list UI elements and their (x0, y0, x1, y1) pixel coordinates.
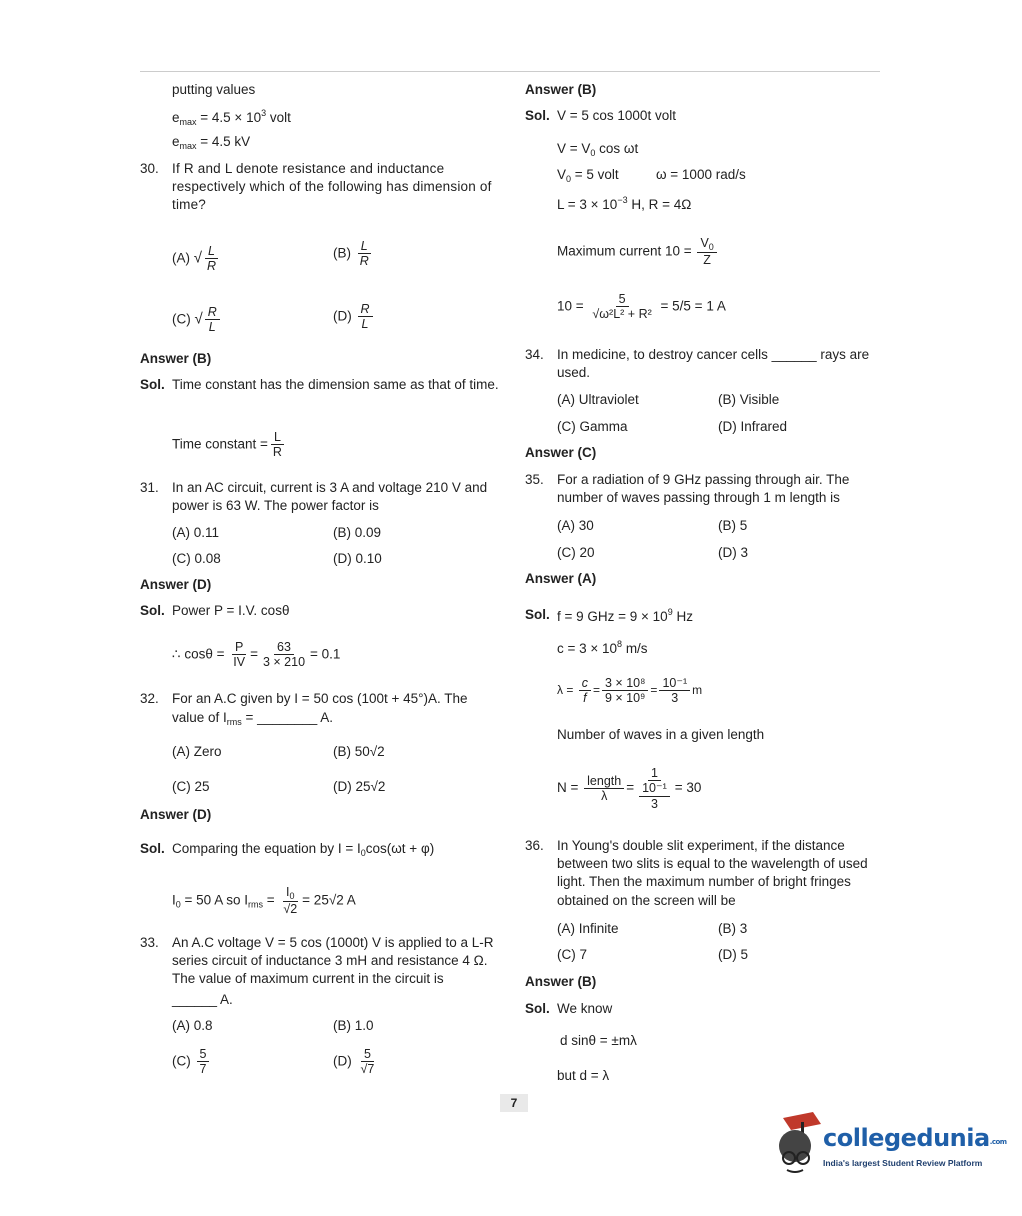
putting-values: putting values (172, 82, 256, 97)
q30-sol-text: Time constant has the dimension same as that of time. (172, 377, 499, 392)
q32-option-c: (C) 25 (172, 779, 210, 794)
q36-option-d: (D) 5 (718, 947, 748, 962)
q35-option-a: (A) 30 (557, 518, 594, 533)
q34-option-a: (A) Ultraviolet (557, 392, 639, 407)
q31-number: 31. (140, 480, 159, 495)
q35-sol-label: Sol. (525, 607, 550, 622)
q36-number: 36. (525, 838, 544, 853)
q36-option-a: (A) Infinite (557, 921, 619, 936)
q33-number: 33. (140, 935, 159, 950)
q34-option-c: (C) Gamma (557, 419, 628, 434)
v-eq: $V = V_0$ cos ωt (557, 141, 639, 158)
q31-text: In an AC circuit, current is 3 A and voltage 210 V and power is 63 W. The power factor is (172, 480, 488, 514)
current-calc-eq: 10 = $\frac{5}{\text{√ω²L² + R²}}$ = 5/5 = 1 A (557, 292, 726, 322)
omega-eq: ω = 1000 rad/s (656, 167, 746, 182)
q31-cos-eq: ∴ cosθ = $\frac{P}{IV}$ = $\frac{63}{3 \times 210}$ = 0.1 (172, 640, 341, 670)
q31-option-c: (C) 0.08 (172, 551, 221, 566)
q30-answer: Answer (B) (140, 351, 212, 366)
speed-eq: $c = 3 \times 10^8$ m/s (557, 639, 648, 656)
q36-option-c: (C) 7 (557, 947, 587, 962)
q32-text-line1: For an A.C given by I = 50 cos (100t + 45°)A. The (172, 691, 468, 706)
emax-kv: $e_{max} = 4.5$ kV (172, 134, 251, 151)
q31-answer: Answer (D) (140, 577, 212, 592)
collegedunia-logo (765, 1110, 1007, 1180)
q35-number: 35. (525, 472, 544, 487)
q33-option-a: (A) 0.8 (172, 1018, 213, 1033)
q34-option-b: (B) Visible (718, 392, 780, 407)
q33-option-d: (D) $\frac{5}{√7}$ (333, 1047, 375, 1077)
q31-sol-label: Sol. (140, 603, 165, 618)
q31-option-d: (D) 0.10 (333, 551, 382, 566)
brand-name: collegedunia.com (823, 1124, 1007, 1152)
page-number: 7 (500, 1094, 528, 1112)
but-eq: but d = λ (557, 1068, 610, 1083)
frequency-eq: f = 9 GHz = $9 \times 10^9$ Hz (557, 607, 693, 624)
q35-text: For a radiation of 9 GHz passing through air. The number of waves passing through 1 m length is (557, 472, 850, 506)
num-waves-text: Number of waves in a given length (557, 727, 765, 742)
q36-text: In Young's double slit experiment, if the distance between two slits is equal to the wavelength of used light. Then the maximum number of bright fringes obtained on the screen will be (557, 838, 868, 908)
q30-text: If R and L denote resistance and inductance respectively which of the following has dimension of time? (172, 161, 492, 213)
q33-option-c: (C) $\frac{5}{7}$ (172, 1047, 211, 1077)
q34-text: In medicine, to destroy cancer cells ______ rays are used. (557, 347, 870, 381)
q34-answer: Answer (C) (525, 445, 597, 460)
q36-option-b: (B) 3 (718, 921, 748, 936)
q30-sol-label: Sol. (140, 377, 165, 392)
q34-number: 34. (525, 347, 544, 362)
time-constant-eq: Time constant = $\frac{L}{R}$ (172, 430, 282, 460)
q33-sol-label: Sol. (525, 108, 550, 123)
q31-option-b: (B) 0.09 (333, 525, 382, 540)
brand-tagline: India's largest Student Review Platform (823, 1158, 983, 1168)
q30-option-a: (A) √ $\frac{L}{R}$ (172, 244, 217, 274)
q35-answer: Answer (A) (525, 571, 597, 586)
q33-sol-text: V = 5 cos 1000t volt (557, 108, 676, 123)
q32-option-b: (B) 50√2 (333, 744, 385, 759)
q35-option-b: (B) 5 (718, 518, 748, 533)
max-current-eq: Maximum current 10 = $\frac{V_0}{Z}$ (557, 236, 719, 268)
q31-option-a: (A) 0.11 (172, 525, 220, 540)
q30-number: 30. (140, 161, 159, 176)
q32-option-d: (D) 25√2 (333, 779, 386, 794)
q32-sol-text: Comparing the equation by $I = I_0\cos(\omega t + \varphi)$ (172, 841, 435, 858)
n-eq: N = $\frac{\text{length}}{\lambda}$ = $\frac{1}{\frac{\text{10⁻¹}}{3}}$ = 30 (557, 766, 702, 811)
q33-text: An A.C voltage V = 5 cos (1000t) V is applied to a L-R series circuit of inductance 3 mH and resistance 4 Ω. The value of maximum current in the circuit is (172, 935, 494, 987)
q31-sol-text: Power P = I.V. cosθ (172, 603, 290, 618)
l-eq: $L = 3 \times 10^{-3}$ H, R = 4Ω (557, 195, 692, 212)
q32-answer: Answer (D) (140, 807, 212, 822)
q32-number: 32. (140, 691, 159, 706)
q32-sol-label: Sol. (140, 841, 165, 856)
q32-i0-eq: $I_0 = 50$ A so $I_{rms}$ = $\frac{I_0}{√2}$ = 25√2 A (172, 885, 356, 917)
q33-answer: Answer (B) (525, 82, 597, 97)
q33-blank: ______ A. (172, 992, 233, 1007)
emax-volt: $e_{max} = 4.5 \times 10^3$ volt (172, 108, 291, 127)
q35-option-d: (D) 3 (718, 545, 748, 560)
q36-sol-label: Sol. (525, 1001, 550, 1016)
dsin-eq: d sinθ = ±mλ (560, 1033, 637, 1048)
q34-option-d: (D) Infrared (718, 419, 788, 434)
q30-option-b: (B) $\frac{L}{R}$ (333, 239, 369, 269)
q36-sol-text: We know (557, 1001, 613, 1016)
q33-option-b: (B) 1.0 (333, 1018, 374, 1033)
q36-answer: Answer (B) (525, 974, 597, 989)
wavelength-eq: λ = $\frac{c}{f}$ = $\frac{\text{3 × 10⁸}}{\text{9 × 10⁹}}$ = $\frac{\text{10⁻¹}}{3}$ m (557, 676, 703, 706)
q32-option-a: (A) Zero (172, 744, 222, 759)
q30-option-c: (C) √ $\frac{R}{L}$ (172, 305, 222, 335)
q30-option-d: (D) $\frac{R}{L}$ (333, 302, 375, 332)
q35-option-c: (C) 20 (557, 545, 595, 560)
q32-text-line2: value of $I_{rms}$ = ________ A. (172, 710, 334, 727)
top-rule (140, 71, 880, 72)
v0-eq: $V_0 = 5$ volt (557, 167, 619, 184)
mascot-icon (765, 1110, 825, 1180)
